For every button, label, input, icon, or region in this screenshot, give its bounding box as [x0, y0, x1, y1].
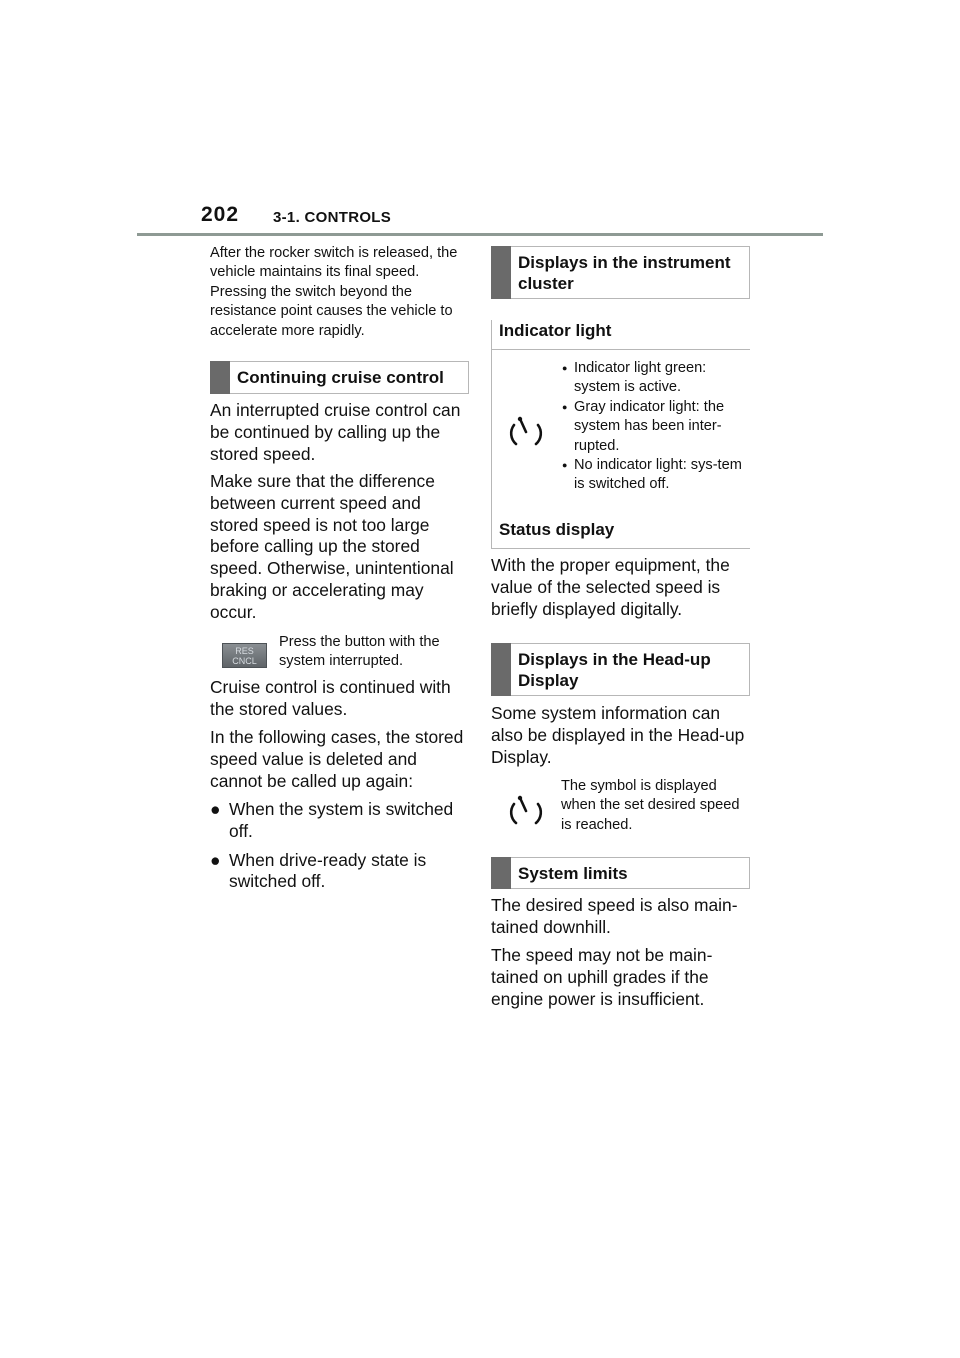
indicator-list: [562, 359, 748, 495]
heading-label: Displays in the instrument cluster: [518, 252, 731, 293]
cruise-control-icon: [508, 413, 544, 447]
list-item: [562, 398, 748, 456]
heading-continuing-cruise-control: [210, 361, 469, 394]
paragraph-continued: Cruise control is continued with the stored values.: [210, 677, 451, 719]
list-item-text: No indicator light: sys-tem is switched off.: [574, 457, 742, 493]
cases-list: [210, 799, 468, 900]
bullet-mark: ●: [562, 460, 568, 471]
intro-text: After the rocker switch is released, the vehicle maintains its final speed. Pressing the switch beyond the resistance point causes the vehicle to accelerate more rapidly.: [210, 245, 458, 339]
button-caption: Press the button with the system interrupted.: [279, 634, 440, 670]
paragraph-status: With the proper equipment, the value of the selected speed is briefly displayed digitally.: [491, 555, 730, 619]
subheading-label: Indicator light: [499, 321, 612, 340]
header-rule: [137, 233, 823, 236]
bullet-mark: ●: [210, 849, 221, 870]
subheading-indicator-light: [491, 320, 750, 350]
section-title: 3-1. CONTROLS: [273, 209, 392, 226]
paragraph-limits-downhill: The desired speed is also main-tained downhill.: [491, 895, 738, 937]
list-item-text: Gray indicator light: the system has been inter-rupted.: [574, 398, 725, 454]
heading-label: Displays in the Head-up Display: [518, 649, 711, 690]
bullet-mark: ●: [210, 799, 221, 819]
column-divider: [491, 350, 492, 508]
paragraph-difference: Make sure that the difference between current speed and stored speed is not too large before calling up the stored speed. Otherwise, unintentional braking or accelerating may occur.: [210, 471, 454, 622]
button-bottom-label: CNCL: [232, 656, 257, 666]
list-item: [562, 456, 748, 495]
list-item-text: When drive-ready state is switched off.: [229, 849, 427, 892]
bullet-mark: ●: [562, 363, 568, 373]
res-cncl-button-icon: [222, 643, 267, 668]
subheading-label: Status display: [499, 520, 615, 539]
heading-system-limits: [491, 857, 750, 889]
paragraph-hud: Some system information can also be displayed in the Head-up Display.: [491, 703, 745, 767]
heading-label: System limits: [518, 863, 628, 883]
heading-label: Continuing cruise control: [237, 368, 444, 387]
page-number: 202: [201, 203, 240, 226]
list-item: [210, 799, 468, 843]
list-item-text: When the system is switched off.: [229, 799, 454, 841]
button-top-label: RES: [235, 646, 254, 656]
cruise-control-icon: [508, 792, 544, 826]
list-item: [562, 359, 748, 398]
bullet-mark: ●: [562, 401, 568, 412]
paragraph-continue: An interrupted cruise control can be continued by calling up the stored speed.: [210, 400, 461, 464]
list-item-text: Indicator light green: system is active.: [574, 360, 707, 396]
hud-caption: The symbol is displayed when the set desired speed is reached.: [561, 778, 740, 833]
heading-displays-head-up: [491, 643, 750, 696]
paragraph-limits-uphill: The speed may not be main-tained on uphill grades if the engine power is insufficient.: [491, 945, 713, 1009]
subheading-status-display: [491, 508, 750, 549]
list-item: [210, 850, 468, 894]
paragraph-cases: In the following cases, the stored speed value is deleted and cannot be called up again:: [210, 727, 464, 791]
heading-displays-instrument-cluster: [491, 246, 750, 299]
